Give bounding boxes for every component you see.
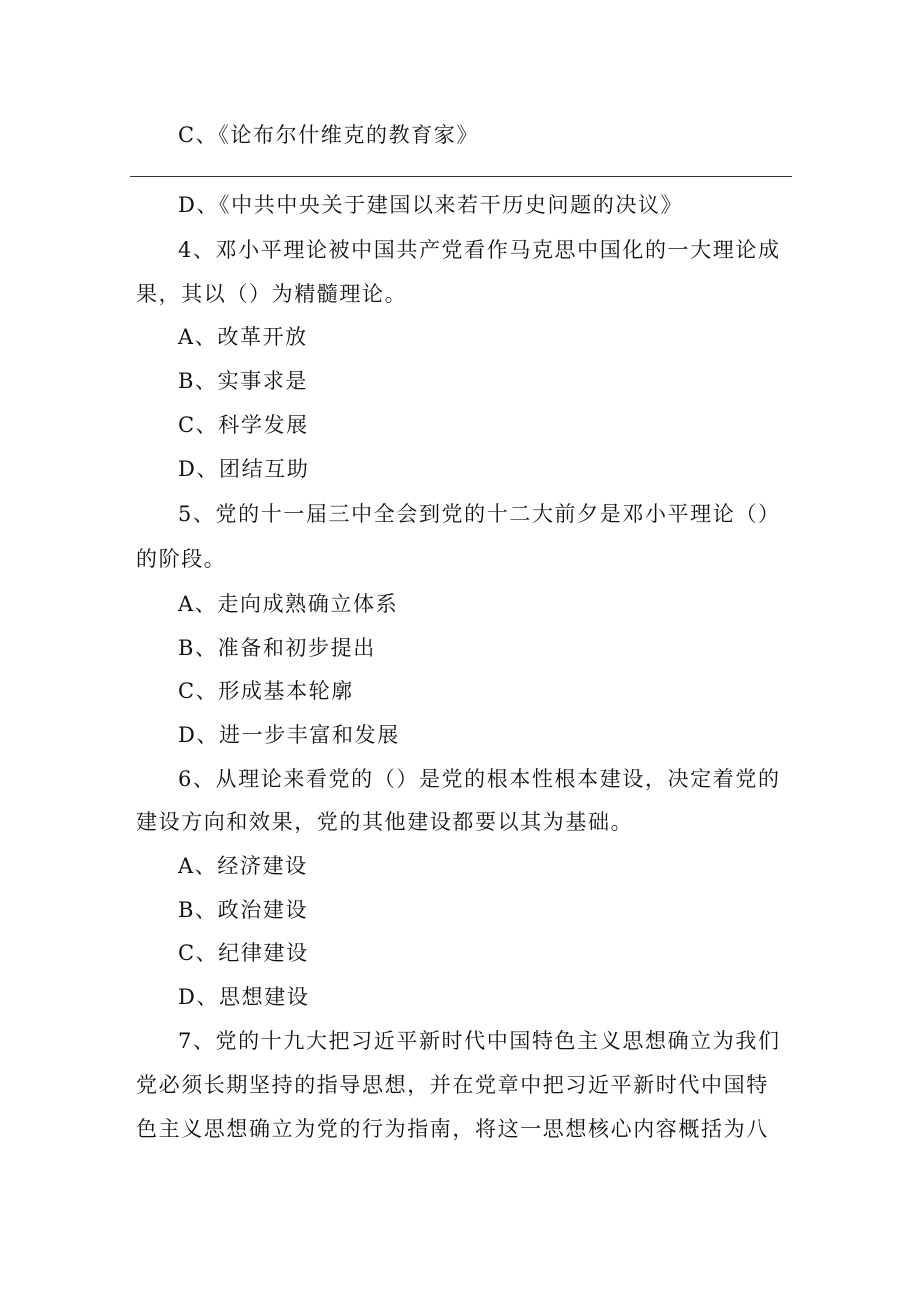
q3-option-d: D、《中共中央关于建国以来若干历史问题的决议》 [178,193,684,217]
q6-option-b: B、政治建设 [178,898,309,922]
q6-stem-line2: 建设方向和效果，党的其他建设都要以其为基础。 [136,810,634,834]
q6-stem-line1: 6、从理论来看党的（）是党的根本性根本建设，决定着党的 [178,767,781,791]
q4-option-a: A、改革开放 [178,325,308,349]
q4-option-b: B、实事求是 [178,369,309,393]
q4-stem-line1: 4、邓小平理论被中国共产党看作马克思中国化的一大理论成 [178,238,781,262]
q5-option-a: A、走向成熟确立体系 [178,592,399,616]
q5-option-d: D、进一步丰富和发展 [178,723,400,747]
q3-option-c: C、《论布尔什维克的教育家》 [178,123,479,147]
q6-option-c: C、纪律建设 [178,941,309,965]
horizontal-divider [130,176,792,177]
q5-stem-line1: 5、党的十一届三中全会到党的十二大前夕是邓小平理论（） [178,502,781,526]
q7-stem-line3: 色主义思想确立为党的行为指南，将这一思想核心内容概括为八 [136,1117,769,1141]
q5-option-c: C、形成基本轮廓 [178,679,354,703]
q6-option-d: D、思想建设 [178,985,310,1009]
q4-stem-line2: 果，其以（）为精髓理论。 [136,282,408,306]
q7-stem-line2: 党必须长期坚持的指导思想，并在党章中把习近平新时代中国特 [136,1073,769,1097]
q7-stem-line1: 7、党的十九大把习近平新时代中国特色主义思想确立为我们 [178,1029,781,1053]
q4-option-c: C、科学发展 [178,413,309,437]
q4-option-d: D、团结互助 [178,457,310,481]
q5-stem-line2: 的阶段。 [136,547,227,571]
q5-option-b: B、准备和初步提出 [178,636,376,660]
q6-option-a: A、经济建设 [178,854,308,878]
